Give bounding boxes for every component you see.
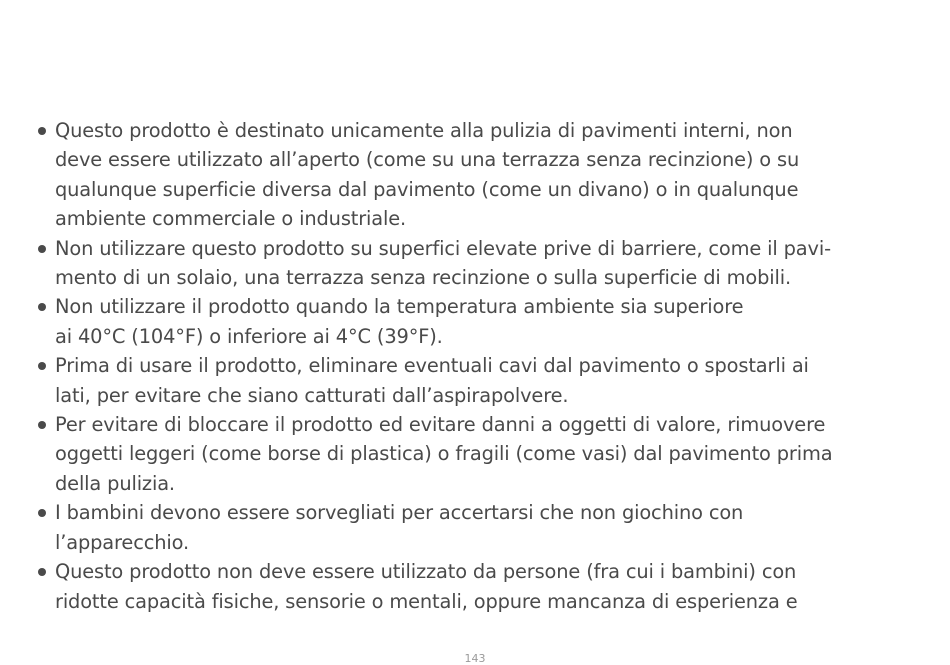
bullet-item	[36, 351, 916, 410]
bullet-item	[36, 498, 916, 557]
bullet-dot-icon	[38, 362, 46, 370]
bullet-line: della pulizia.	[55, 471, 175, 495]
bullet-line: ambiente commerciale o industriale.	[55, 207, 407, 231]
bullet-item	[36, 116, 916, 234]
bullet-line: oggetti leggeri (come borse di plastica) o fragili (come vasi) dal pavimento prima	[55, 442, 833, 466]
bullet-line: deve essere utilizzato all’aperto (come su una terrazza senza recinzione) o su	[55, 148, 800, 172]
bullet-item	[36, 557, 916, 616]
bullet-line: Non utilizzare il prodotto quando la temperatura ambiente sia superiore	[55, 295, 744, 319]
page-number: 143	[464, 652, 486, 665]
bullet-line: l’apparecchio.	[55, 530, 189, 554]
safety-bullet-list	[36, 116, 916, 616]
bullet-line: ai 40°C (104°F) o inferiore ai 4°C (39°F).	[55, 324, 443, 348]
bullet-line: Per evitare di bloccare il prodotto ed evitare danni a oggetti di valore, rimuovere	[55, 413, 826, 437]
bullet-line: qualunque superficie diversa dal pavimento (come un divano) o in qualunque	[55, 177, 799, 201]
bullet-line: Prima di usare il prodotto, eliminare eventuali cavi dal pavimento o spostarli ai	[55, 354, 809, 378]
bullet-dot-icon	[38, 127, 46, 135]
bullet-line: I bambini devono essere sorvegliati per accertarsi che non giochino con	[55, 501, 744, 525]
bullet-line: Non utilizzare questo prodotto su superfici elevate prive di barriere, come il pavi-	[55, 236, 831, 260]
bullet-line: ridotte capacità fisiche, sensorie o mentali, oppure mancanza di esperienza e	[55, 589, 798, 613]
bullet-line: lati, per evitare che siano catturati dall’aspirapolvere.	[55, 383, 569, 407]
bullet-item	[36, 410, 916, 498]
bullet-dot-icon	[38, 509, 46, 517]
bullet-dot-icon	[38, 568, 46, 576]
bullet-line: mento di un solaio, una terrazza senza recinzione o sulla superficie di mobili.	[55, 266, 791, 290]
bullet-dot-icon	[38, 245, 46, 253]
bullet-dot-icon	[38, 303, 46, 311]
bullet-item	[36, 234, 916, 293]
bullet-line: Questo prodotto non deve essere utilizzato da persone (fra cui i bambini) con	[55, 560, 797, 584]
bullet-dot-icon	[38, 421, 46, 429]
bullet-item	[36, 292, 916, 351]
bullet-line: Questo prodotto è destinato unicamente alla pulizia di pavimenti interni, non	[55, 119, 793, 142]
